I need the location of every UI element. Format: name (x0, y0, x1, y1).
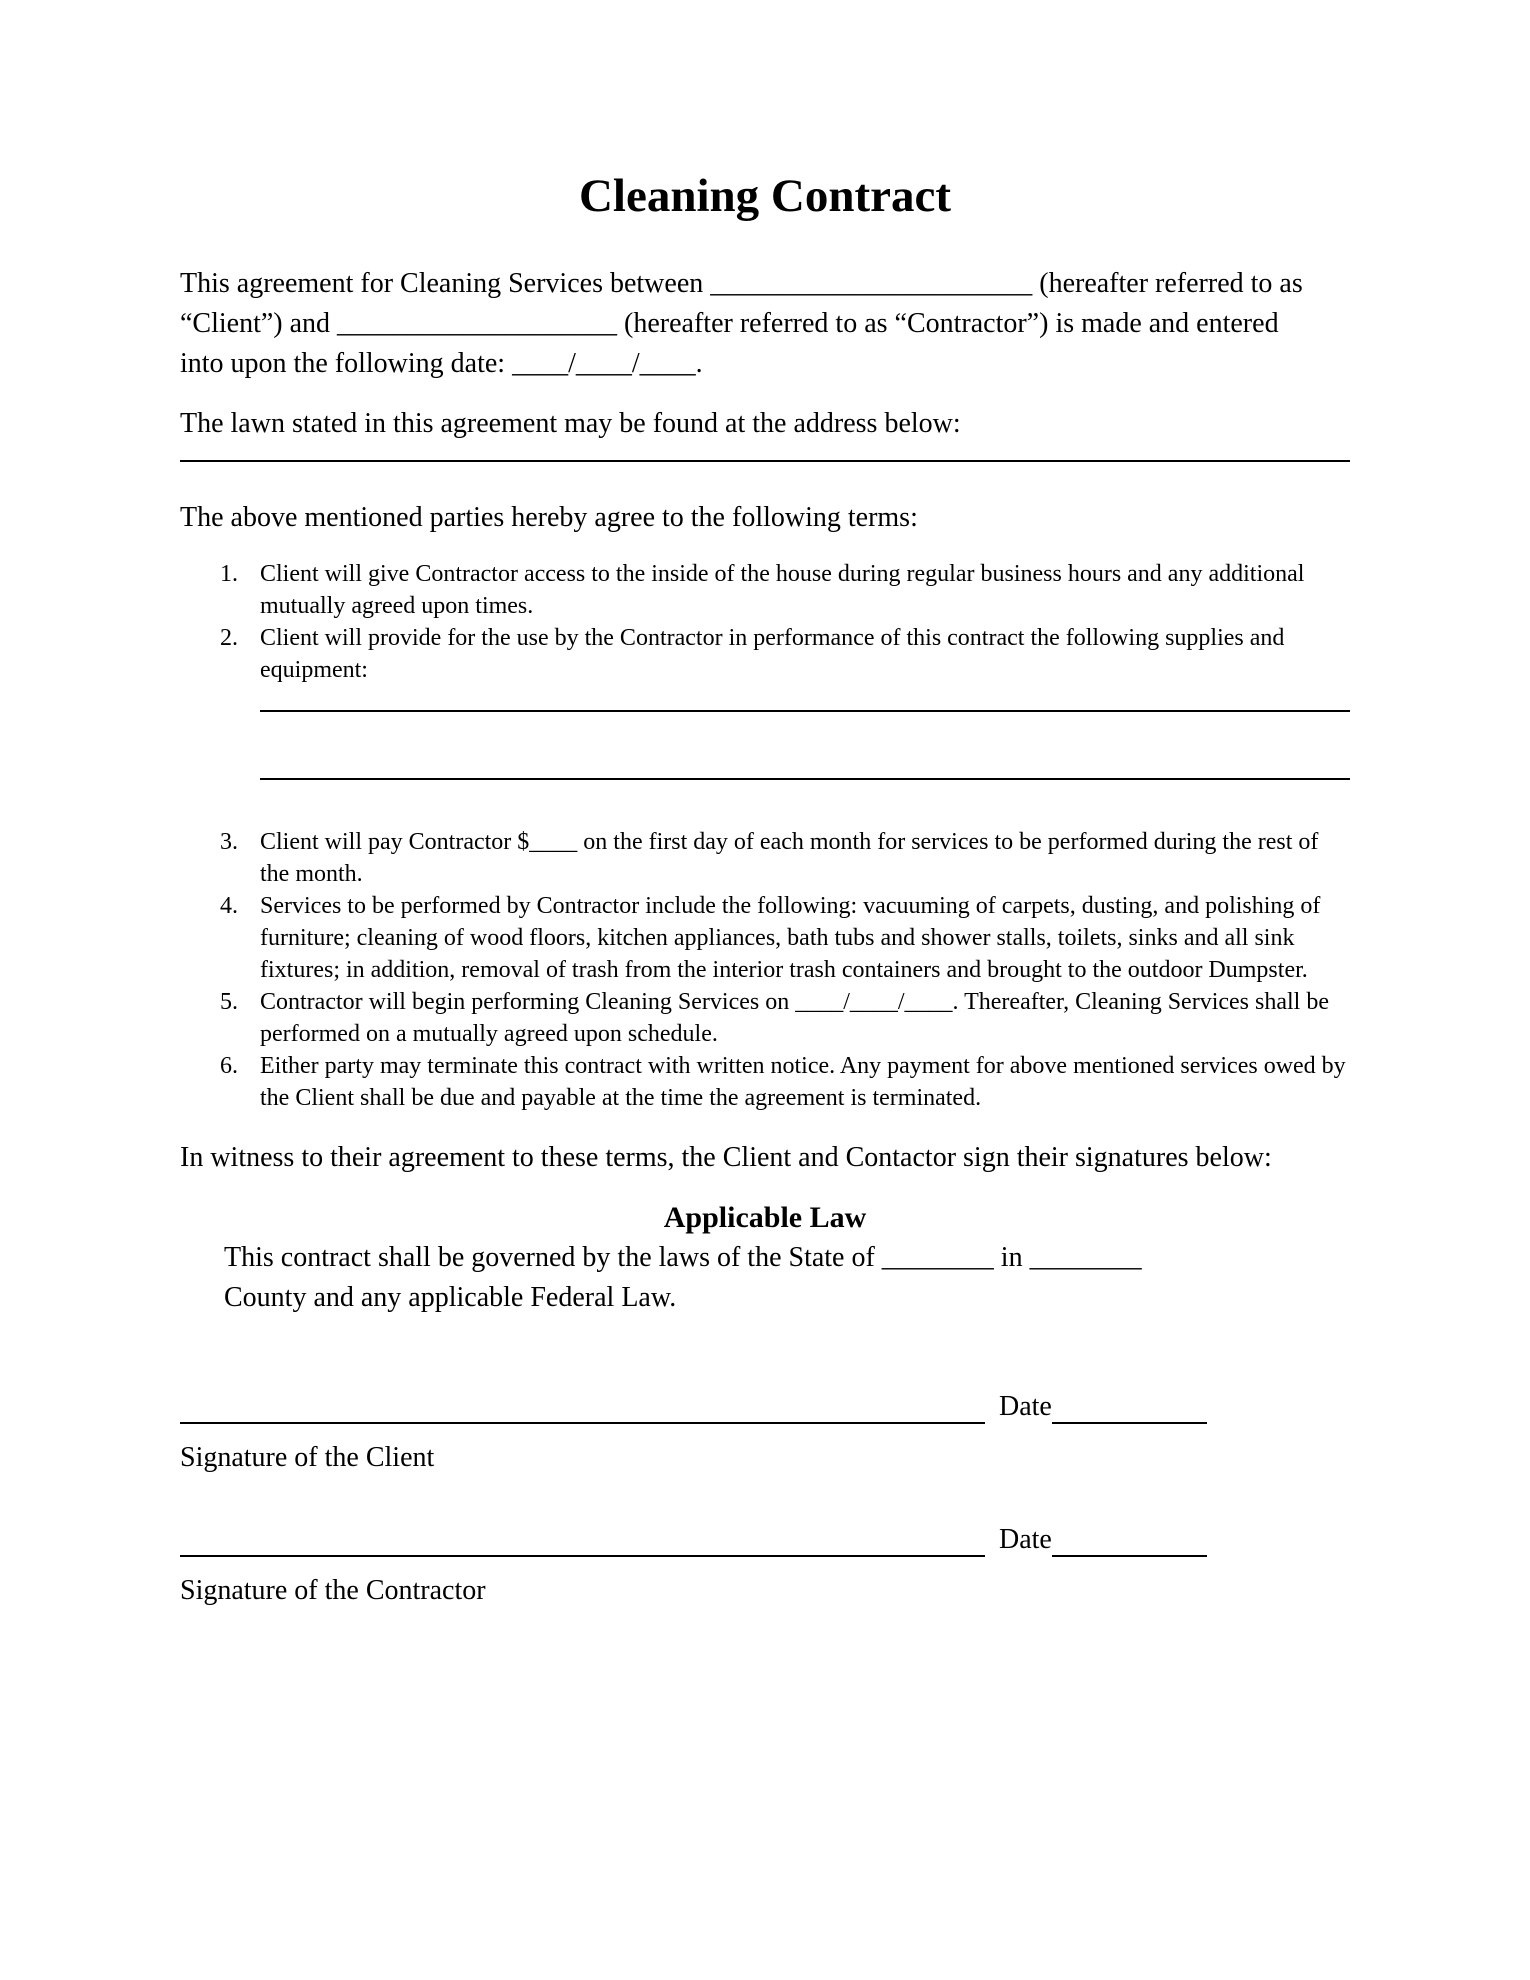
term-text: Client will give Contractor access to the inside of the house during regular business hours and any additional mutually agreed upon times. (260, 561, 1305, 619)
contractor-signature-row (180, 1515, 1350, 1557)
contractor-date-line[interactable] (1052, 1515, 1207, 1557)
client-signature-caption: Signature of the Client (180, 1442, 435, 1473)
term-number: 2. (220, 625, 238, 651)
client-signature-row (180, 1382, 1350, 1424)
term-item-5 (180, 986, 1350, 1050)
term-item-1 (180, 558, 1350, 622)
term-item-4 (180, 890, 1350, 986)
term-item-2 (180, 622, 1350, 686)
term-number: 4. (220, 893, 238, 919)
term-number: 6. (220, 1053, 238, 1079)
contractor-signature-line[interactable] (180, 1515, 985, 1557)
address-fill-line[interactable] (180, 460, 1350, 462)
term-text: Either party may terminate this contract with written notice. Any payment for above mentioned services owed by the Client shall be due and payable at the time the agreement is terminated. (260, 1053, 1346, 1111)
intro-paragraph (180, 264, 1350, 384)
term-item-6 (180, 1050, 1350, 1114)
term-text: Client will pay Contractor $____ on the first day of each month for services to be performed during the rest of the month. (260, 829, 1319, 887)
date-label: Date (999, 1391, 1052, 1422)
date-label: Date (999, 1524, 1052, 1555)
intro-line-3: into upon the following date: ____/____/____. (180, 348, 703, 379)
contractor-signature-caption: Signature of the Contractor (180, 1575, 486, 1606)
term-text: Client will provide for the use by the Contractor in performance of this contract the following supplies and equipment: (260, 625, 1285, 683)
supplies-fill-line-2[interactable] (260, 778, 1350, 780)
intro-line-2: “Client”) and ____________________ (hereafter referred to as “Contractor”) is made and entered (180, 308, 1279, 339)
terms-list (180, 558, 1350, 1114)
supplies-fill-line-1[interactable] (260, 710, 1350, 712)
page-title: Cleaning Contract (578, 170, 952, 222)
term-number: 5. (220, 989, 238, 1015)
applicable-law-line-1: This contract shall be governed by the laws of the State of ________ in ________ (224, 1242, 1142, 1273)
applicable-law-paragraph (224, 1238, 1350, 1318)
applicable-law-line-2: County and any applicable Federal Law. (224, 1282, 677, 1313)
term-number: 1. (220, 561, 238, 587)
term-text: Services to be performed by Contractor include the following: vacuuming of carpets, dusting, and polishing of furniture; cleaning of wood floors, kitchen appliances, bath tubs and shower stalls, toilets, sinks and all sink fixtures; in addition, removal of trash from the interior trash containers and brought to the outdoor Dumpster. (260, 893, 1321, 983)
terms-intro-text: The above mentioned parties hereby agree to the following terms: (180, 502, 918, 533)
contractor-signature-block (180, 1515, 1350, 1611)
client-signature-block (180, 1382, 1350, 1478)
term-text: Contractor will begin performing Cleaning Services on ____/____/____. Thereafter, Cleaning Services shall be performed on a mutually agreed upon schedule. (260, 989, 1329, 1047)
client-date-line[interactable] (1052, 1382, 1207, 1424)
client-signature-line[interactable] (180, 1382, 985, 1424)
address-intro-text: The lawn stated in this agreement may be found at the address below: (180, 408, 961, 439)
term-item-3 (180, 826, 1350, 890)
witness-text: In witness to their agreement to these terms, the Client and Contactor sign their signatures below: (180, 1142, 1272, 1173)
intro-line-1: This agreement for Cleaning Services between _______________________ (hereafter referred to as (180, 268, 1303, 299)
applicable-law-heading: Applicable Law (663, 1201, 867, 1234)
term-number: 3. (220, 829, 238, 855)
